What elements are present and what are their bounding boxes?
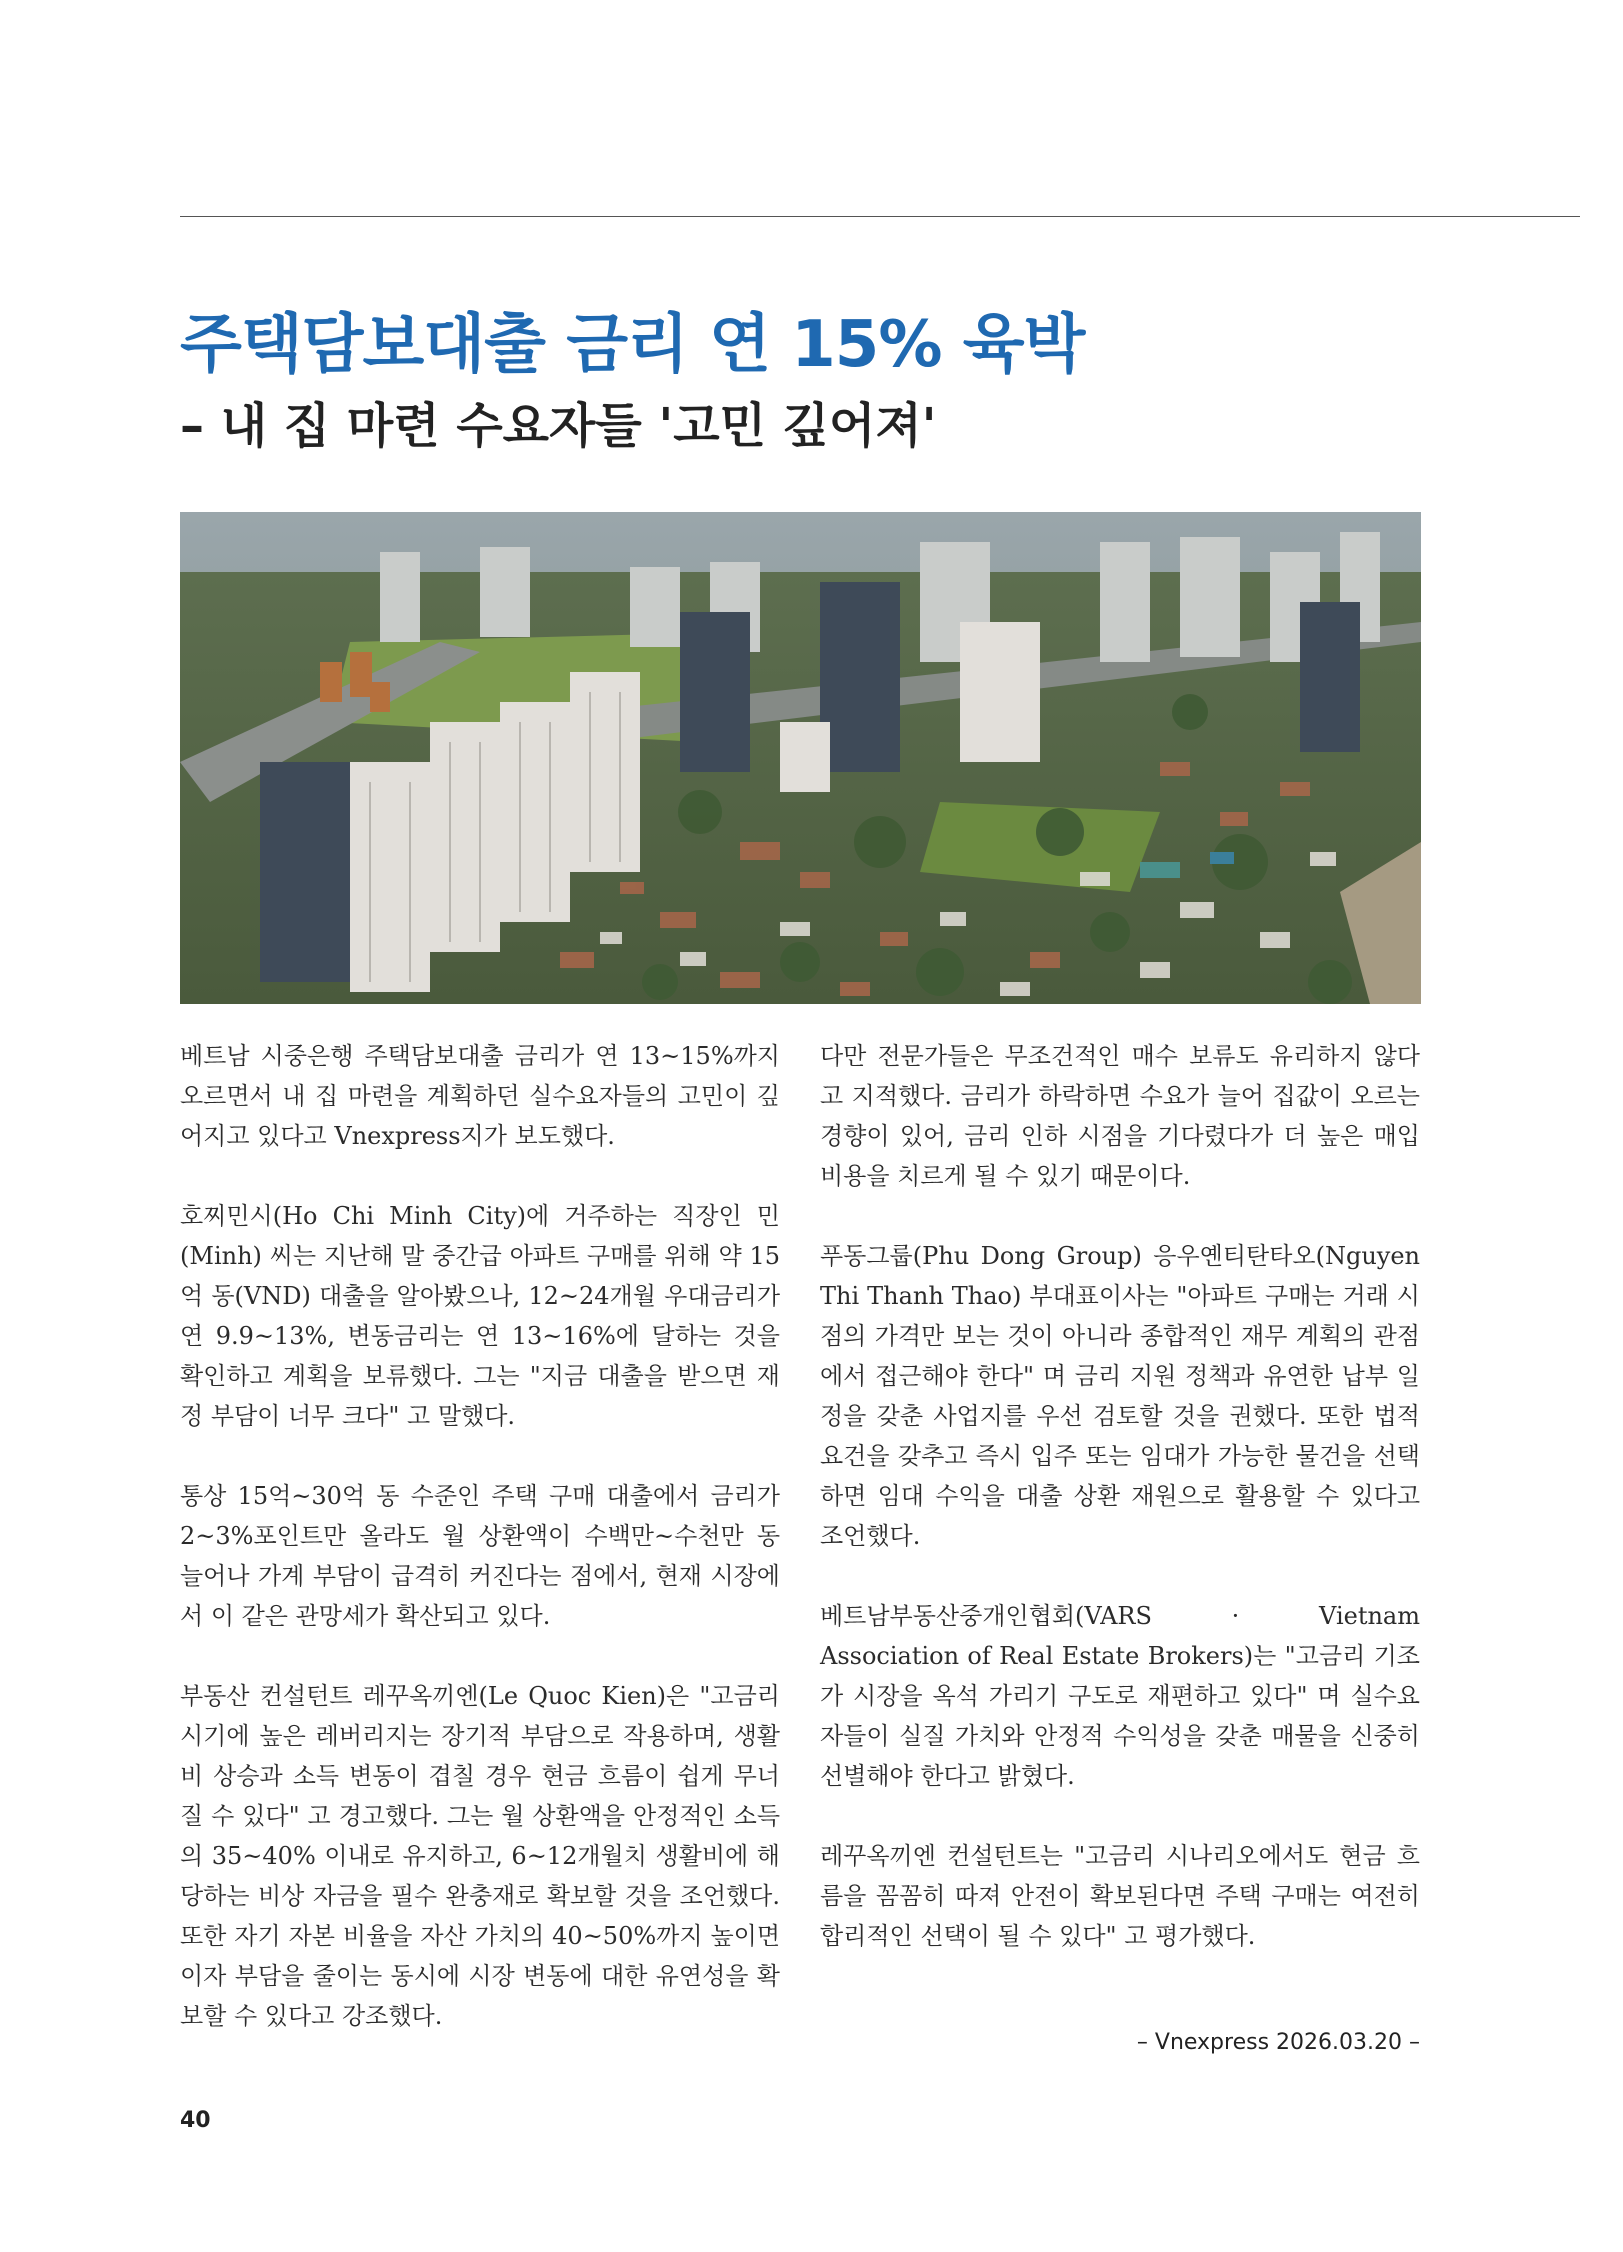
article-paragraph: 레꾸옥끼엔 컨설턴트는 "고금리 시나리오에서도 현금 흐름을 꼼꼼히 따져 안전이 확보된다면 주택 구매는 여전히 합리적인 선택이 될 수 있다" 고 평가했다.	[820, 1842, 1420, 1950]
article-paragraph: 호찌민시(Ho Chi Minh City)에 거주하는 직장인 민(Minh) 씨는 지난해 말 중간급 아파트 구매를 위해 약 15억 동(VND) 대출을 알아봤으나, 12~24개월 우대금리가 연 9.9~13%, 변동금리는 연 13~16%에 달하는 것을 확인하고 계획을 보류했다. 그는 "지금 대출을 받으면 재정 부담이 너무 크다" 고 말했다.	[180, 1202, 780, 1430]
article-paragraph: 베트남 시중은행 주택담보대출 금리가 연 13~15%까지 오르면서 내 집 마련을 계획하던 실수요자들의 고민이 깊어지고 있다고 Vnexpress지가 보도했다.	[180, 1042, 780, 1150]
article-column-left	[180, 1036, 780, 2076]
article-paragraph: 다만 전문가들은 무조건적인 매수 보류도 유리하지 않다고 지적했다. 금리가 하락하면 수요가 늘어 집값이 오르는 경향이 있어, 금리 인하 시점을 기다렸다가 더 높은 매입 비용을 치르게 될 수 있기 때문이다.	[820, 1042, 1420, 1190]
article-paragraph: 베트남부동산중개인협회(VARS · Vietnam Association of Real Estate Brokers)는 "고금리 기조가 시장을 옥석 가리기 구도로 재편하고 있다" 며 실수요자들이 실질 가치와 안정적 수익성을 갖춘 매물을 신중히 선별해야 한다고 밝혔다.	[820, 1602, 1420, 1790]
aerial-city-photo	[180, 512, 1421, 1004]
article-title: 주택담보대출 금리 연 15% 육박	[180, 308, 1085, 382]
article-paragraph: 부동산 컨설턴트 레꾸옥끼엔(Le Quoc Kien)은 "고금리 시기에 높은 레버리지는 장기적 부담으로 작용하며, 생활비 상승과 소득 변동이 겹칠 경우 현금 흐름이 쉽게 무너질 수 있다" 고 경고했다. 그는 월 상환액을 안정적인 소득의 35~40% 이내로 유지하고, 6~12개월치 생활비에 해당하는 비상 자금을 필수 완충재로 확보할 것을 조언했다. 또한 자기 자본 비율을 자산 가치의 40~50%까지 높이면 이자 부담을 줄이는 동시에 시장 변동에 대한 유연성을 확보할 수 있다고 강조했다.	[180, 1682, 780, 2030]
article-column-right	[820, 1036, 1420, 1996]
article-paragraph: 통상 15억~30억 동 수준인 주택 구매 대출에서 금리가 2~3%포인트만 올라도 월 상환액이 수백만~수천만 동 늘어나 가계 부담이 급격히 커진다는 점에서, 현재 시장에서 이 같은 관망세가 확산되고 있다.	[180, 1482, 780, 1630]
top-divider	[180, 216, 1580, 217]
article-subtitle: – 내 집 마련 수요자들 '고민 깊어져'	[180, 398, 937, 454]
article-source: – Vnexpress 2026.03.20 –	[1136, 2030, 1420, 2055]
article-paragraph: 푸동그룹(Phu Dong Group) 응우옌티탄타오(Nguyen Thi Thanh Thao) 부대표이사는 "아파트 구매는 거래 시점의 가격만 보는 것이 아니라 종합적인 재무 계획의 관점에서 접근해야 한다" 며 금리 지원 정책과 유연한 납부 일정을 갖춘 사업지를 우선 검토할 것을 권했다. 또한 법적 요건을 갖추고 즉시 입주 또는 임대가 가능한 물건을 선택하면 임대 수익을 대출 상환 재원으로 활용할 수 있다고 조언했다.	[820, 1242, 1420, 1550]
page-number: 40	[180, 2108, 211, 2133]
